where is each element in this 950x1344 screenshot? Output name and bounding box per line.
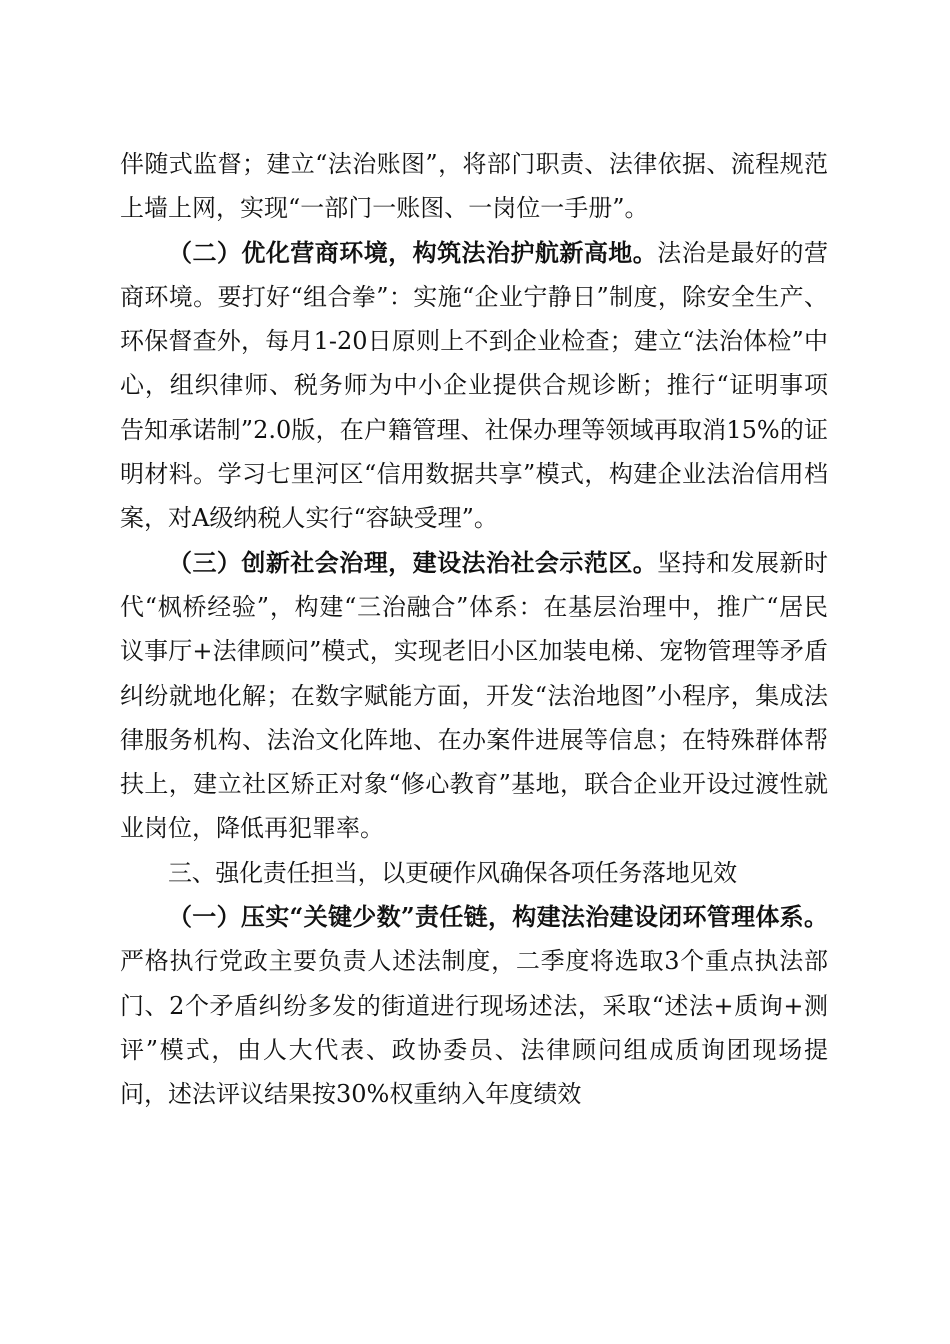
paragraph-continuation: 伴随式监督；建立“法治账图”，将部门职责、法律依据、流程规范上墙上网，实现“一部门一账图、一岗位一手册”。 [120, 150, 828, 223]
paragraph-responsibility-chain [120, 895, 828, 1116]
paragraph-text: 严格执行党政主要负责人述法制度，二季度将选取3个重点执法部门、2个矛盾纠纷多发的街道进行现场述法，采取“述法+质询+测评”模式，由人大代表、政协委员、法律顾问组成质询团现场提问，述法评议结果按30%权重纳入年度绩效 [120, 947, 828, 1109]
paragraph-lead: （一）压实“关键少数”责任链，构建法治建设闭环管理体系。 [168, 902, 828, 932]
paragraph-social-governance [120, 541, 828, 851]
paragraph-text: 坚持和发展新时代“枫桥经验”，构建“三治融合”体系：在基层治理中，推广“居民议事厅+法律顾问”模式，实现老旧小区加装电梯、宠物管理等矛盾纠纷就地化解；在数字赋能方面，开发“法治地图”小程序，集成法律服务机构、法治文化阵地、在办案件进展等信息；在特殊群体帮扶上，建立社区矫正对象“修心教育”基地，联合企业开设过渡性就业岗位，降低再犯罪率。 [120, 548, 829, 843]
paragraph-text: 法治是最好的营商环境。要打好“组合拳”：实施“企业宁静日”制度，除安全生产、环保督查外，每月1-20日原则上不到企业检查；建立“法治体检”中心，组织律师、税务师为中小企业提供合规诊断；推行“证明事项告知承诺制”2.0版，在户籍管理、社保办理等领域再取消15%的证明材料。学习七里河区“信用数据共享”模式，构建企业法治信用档案，对A级纳税人实行“容缺受理”。 [120, 238, 829, 533]
section-heading: 三、强化责任担当，以更硬作风确保各项任务落地见效 [168, 858, 737, 887]
paragraph-lead: （二）优化营商环境，构筑法治护航新高地。 [168, 237, 658, 267]
document-body [120, 142, 828, 1117]
paragraph-business-environment [120, 231, 828, 541]
paragraph-lead: （三）创新社会治理，建设法治社会示范区。 [168, 547, 658, 577]
